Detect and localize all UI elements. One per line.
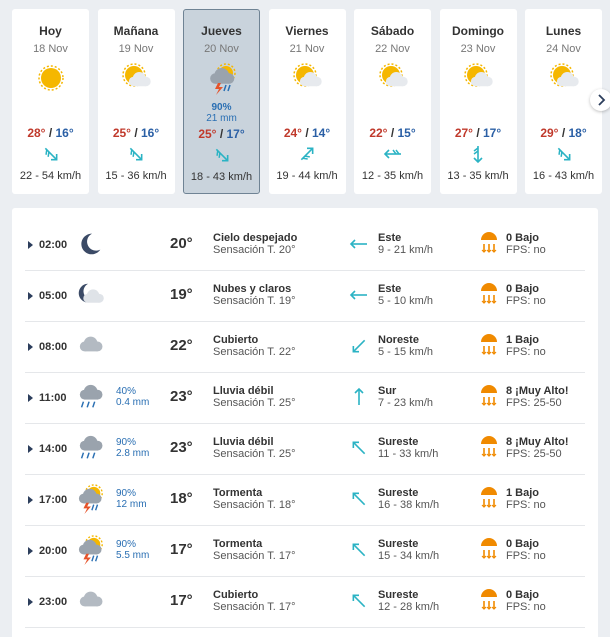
- uv-index: 8 ¡Muy Alto!: [506, 385, 569, 397]
- day-card[interactable]: [12, 9, 89, 194]
- day-date: 24 Nov: [546, 43, 581, 55]
- hour-temperature: 17°: [170, 541, 193, 558]
- expand-arrow-icon[interactable]: [28, 598, 33, 606]
- wind-speed: 13 - 35 km/h: [447, 170, 509, 182]
- wind-speed: 15 - 36 km/h: [105, 170, 167, 182]
- hour-description: Lluvia débil: [213, 436, 274, 448]
- partly-cloudy-icon: [291, 62, 323, 94]
- partly-cloudy-icon: [377, 62, 409, 94]
- uv-index-icon: [478, 485, 500, 509]
- min-temp: 14°: [312, 126, 331, 140]
- hour-time: 11:00: [39, 392, 67, 404]
- partly-cloudy-icon: [548, 62, 580, 94]
- partly-cloudy-icon: [120, 62, 152, 94]
- fps-value: FPS: no: [506, 550, 546, 562]
- feels-like: Sensación T. 17°: [213, 550, 296, 562]
- hour-row[interactable]: [25, 322, 585, 373]
- max-temp: 25°: [112, 126, 131, 140]
- wind-direction: Sur: [378, 385, 397, 397]
- uv-index-icon: [478, 281, 500, 305]
- feels-like: Sensación T. 22°: [213, 346, 296, 358]
- cloud-icon: [75, 331, 105, 361]
- rain-probability: 90%: [116, 437, 137, 448]
- hour-row[interactable]: [25, 424, 585, 475]
- wind-arrow-icon: [348, 284, 370, 306]
- wind-arrow-icon: [348, 335, 370, 357]
- wind-speed: 12 - 35 km/h: [361, 170, 424, 182]
- uv-index: 8 ¡Muy Alto!: [506, 436, 569, 448]
- day-date: 22 Nov: [375, 43, 410, 55]
- rain-probability: 90%: [116, 488, 137, 499]
- day-name: Viernes: [285, 24, 329, 38]
- hour-row[interactable]: [25, 526, 585, 577]
- hour-temperature: 18°: [170, 490, 193, 507]
- feels-like: Sensación T. 19°: [213, 295, 296, 307]
- day-name: Hoy: [39, 24, 62, 38]
- wind-speed: 5 - 10 km/h: [378, 295, 434, 307]
- fps-value: FPS: 25-50: [506, 448, 562, 460]
- wind-direction: Sureste: [378, 589, 419, 601]
- hour-time: 05:00: [39, 290, 68, 302]
- day-temperatures: 22° / 15°: [369, 126, 416, 140]
- hour-row[interactable]: [25, 220, 585, 271]
- wind-direction: Este: [378, 283, 402, 295]
- hourly-forecast: [12, 208, 598, 637]
- wind-speed: 18 - 43 km/h: [190, 171, 253, 183]
- day-card[interactable]: [269, 9, 346, 194]
- hour-rain: [116, 488, 147, 510]
- day-name: Domingo: [452, 24, 504, 38]
- uv-index-icon: [478, 332, 500, 356]
- expand-arrow-icon[interactable]: [28, 547, 33, 555]
- day-temperatures: 25° / 16°: [112, 126, 160, 140]
- rain-probability: 90%: [211, 102, 232, 113]
- hour-time: 23:00: [39, 596, 68, 608]
- wind-speed: 11 - 33 km/h: [378, 448, 439, 460]
- chevron-right-icon: [596, 94, 606, 106]
- hour-time: 14:00: [39, 443, 68, 455]
- hour-time: 08:00: [39, 341, 68, 353]
- uv-index: 0 Bajo: [506, 283, 540, 295]
- wind-arrow-icon: [348, 488, 370, 510]
- feels-like: Sensación T. 25°: [213, 397, 296, 409]
- hour-time: 17:00: [39, 494, 68, 506]
- min-temp: 16°: [141, 126, 160, 140]
- feels-like: Sensación T. 20°: [213, 244, 296, 256]
- wind-arrow-icon: [348, 539, 370, 561]
- expand-arrow-icon[interactable]: [28, 241, 33, 249]
- uv-index-icon: [478, 536, 500, 560]
- partly-cloudy-icon: [462, 62, 494, 94]
- storm-icon: [206, 63, 238, 95]
- rain-probability: 40%: [116, 386, 137, 397]
- rain-amount: 21 mm: [206, 113, 237, 124]
- rain-amount: 12 mm: [116, 499, 147, 510]
- day-date: 19 Nov: [118, 43, 154, 55]
- wind-arrow-icon: [348, 386, 370, 408]
- expand-arrow-icon[interactable]: [28, 496, 33, 504]
- fps-value: FPS: no: [506, 244, 546, 256]
- wind-direction: Noreste: [378, 334, 419, 346]
- day-card[interactable]: [354, 9, 431, 194]
- feels-like: Sensación T. 17°: [213, 601, 296, 613]
- day-temperatures: 28° / 16°: [27, 126, 74, 140]
- rain-icon: [75, 433, 105, 463]
- hour-rain: [116, 386, 149, 408]
- day-date: 21 Nov: [289, 43, 325, 55]
- min-temp: 18°: [568, 126, 587, 140]
- cloud-icon: [75, 586, 105, 616]
- wind-direction: Este: [378, 232, 402, 244]
- hour-row[interactable]: [25, 577, 585, 628]
- wind-arrow-icon: [382, 143, 404, 165]
- expand-arrow-icon[interactable]: [28, 445, 33, 453]
- wind-speed: 22 - 54 km/h: [19, 170, 82, 182]
- hour-temperature: 17°: [170, 592, 193, 609]
- day-date: 18 Nov: [33, 43, 68, 55]
- moon-icon: [75, 229, 105, 259]
- uv-index: 1 Bajo: [506, 334, 540, 346]
- wind-speed: 16 - 43 km/h: [532, 170, 595, 182]
- day-card[interactable]: [98, 9, 175, 194]
- day-card[interactable]: [440, 9, 517, 194]
- hour-description: Lluvia débil: [213, 385, 274, 397]
- storm-icon: [75, 484, 105, 514]
- feels-like: Sensación T. 25°: [213, 448, 296, 460]
- uv-index-icon: [478, 587, 500, 611]
- uv-index: 0 Bajo: [506, 232, 540, 244]
- max-temp: 22°: [369, 126, 388, 140]
- day-name: Mañana: [113, 24, 159, 38]
- rain-icon: [75, 382, 105, 412]
- day-date: 20 Nov: [204, 43, 239, 55]
- uv-index: 0 Bajo: [506, 538, 540, 550]
- wind-arrow-icon: [211, 144, 233, 166]
- wind-arrow-icon: [348, 590, 370, 612]
- uv-index-icon: [478, 230, 500, 254]
- hour-rain: [116, 539, 149, 561]
- uv-index-icon: [478, 383, 500, 407]
- wind-arrow-icon: [296, 143, 318, 165]
- max-temp: 28°: [27, 126, 46, 140]
- sun-icon: [35, 62, 67, 94]
- day-date: 23 Nov: [460, 43, 496, 55]
- hour-temperature: 23°: [170, 439, 193, 456]
- uv-index-icon: [478, 434, 500, 458]
- rain-amount: 0.4 mm: [116, 397, 150, 408]
- fps-value: FPS: no: [506, 499, 546, 511]
- hour-rain: [116, 437, 149, 459]
- max-temp: 29°: [540, 126, 559, 140]
- hour-temperature: 22°: [170, 337, 193, 354]
- day-rain: [184, 102, 259, 124]
- max-temp: 27°: [454, 126, 473, 140]
- min-temp: 15°: [397, 126, 416, 140]
- rain-amount: 5.5 mm: [116, 550, 150, 561]
- wind-arrow-icon: [348, 437, 370, 459]
- min-temp: 17°: [483, 126, 502, 140]
- min-temp: 16°: [55, 126, 74, 140]
- wind-arrow-icon: [348, 233, 370, 255]
- wind-direction: Sureste: [378, 538, 419, 550]
- day-temperatures: 25° / 17°: [198, 127, 245, 141]
- hour-row[interactable]: [25, 475, 585, 526]
- fps-value: FPS: 25-50: [506, 397, 562, 409]
- expand-arrow-icon[interactable]: [28, 394, 33, 402]
- wind-direction: Sureste: [378, 487, 419, 499]
- expand-arrow-icon[interactable]: [28, 292, 33, 300]
- expand-arrow-icon[interactable]: [28, 343, 33, 351]
- hour-description: Nubes y claros: [213, 283, 292, 295]
- uv-index: 1 Bajo: [506, 487, 540, 499]
- day-name: Jueves: [201, 24, 242, 38]
- hour-description: Cubierto: [213, 334, 259, 346]
- hour-description: Tormenta: [213, 538, 263, 550]
- wind-speed: 12 - 28 km/h: [378, 601, 440, 613]
- max-temp: 25°: [198, 127, 217, 141]
- wind-direction: Sureste: [378, 436, 419, 448]
- day-name: Lunes: [545, 24, 582, 38]
- hour-row[interactable]: [25, 373, 585, 424]
- day-name: Sábado: [370, 24, 415, 38]
- wind-speed: 9 - 21 km/h: [378, 244, 434, 256]
- uv-index: 0 Bajo: [506, 589, 540, 601]
- daily-forecast: [12, 9, 598, 195]
- hour-description: Cubierto: [213, 589, 259, 601]
- next-days-button[interactable]: [590, 89, 610, 111]
- hour-row[interactable]: [25, 271, 585, 322]
- storm-icon: [75, 535, 105, 565]
- hour-description: Tormenta: [213, 487, 263, 499]
- day-card[interactable]: [183, 9, 260, 194]
- day-temperatures: 24° / 14°: [283, 126, 331, 140]
- wind-speed: 16 - 38 km/h: [378, 499, 440, 511]
- wind-arrow-icon: [125, 143, 147, 165]
- wind-arrow-icon: [40, 143, 62, 165]
- hour-time: 20:00: [39, 545, 68, 557]
- hour-temperature: 20°: [170, 235, 193, 252]
- fps-value: FPS: no: [506, 601, 546, 613]
- hour-temperature: 23°: [170, 388, 193, 405]
- hour-temperature: 19°: [170, 286, 193, 303]
- wind-speed: 15 - 34 km/h: [378, 550, 440, 562]
- wind-speed: 5 - 15 km/h: [378, 346, 434, 358]
- wind-arrow-icon: [553, 143, 575, 165]
- wind-speed: 7 - 23 km/h: [378, 397, 434, 409]
- day-temperatures: 29° / 18°: [540, 126, 587, 140]
- hour-time: 02:00: [39, 239, 68, 251]
- fps-value: FPS: no: [506, 346, 546, 358]
- day-temperatures: 27° / 17°: [454, 126, 502, 140]
- max-temp: 24°: [283, 126, 302, 140]
- feels-like: Sensación T. 18°: [213, 499, 296, 511]
- rain-probability: 90%: [116, 539, 137, 550]
- fps-value: FPS: no: [506, 295, 546, 307]
- rain-amount: 2.8 mm: [116, 448, 150, 459]
- wind-arrow-icon: [467, 143, 489, 165]
- wind-speed: 19 - 44 km/h: [276, 170, 338, 182]
- hour-description: Cielo despejado: [213, 232, 298, 244]
- moon-cloud-icon: [75, 280, 105, 310]
- min-temp: 17°: [226, 127, 245, 141]
